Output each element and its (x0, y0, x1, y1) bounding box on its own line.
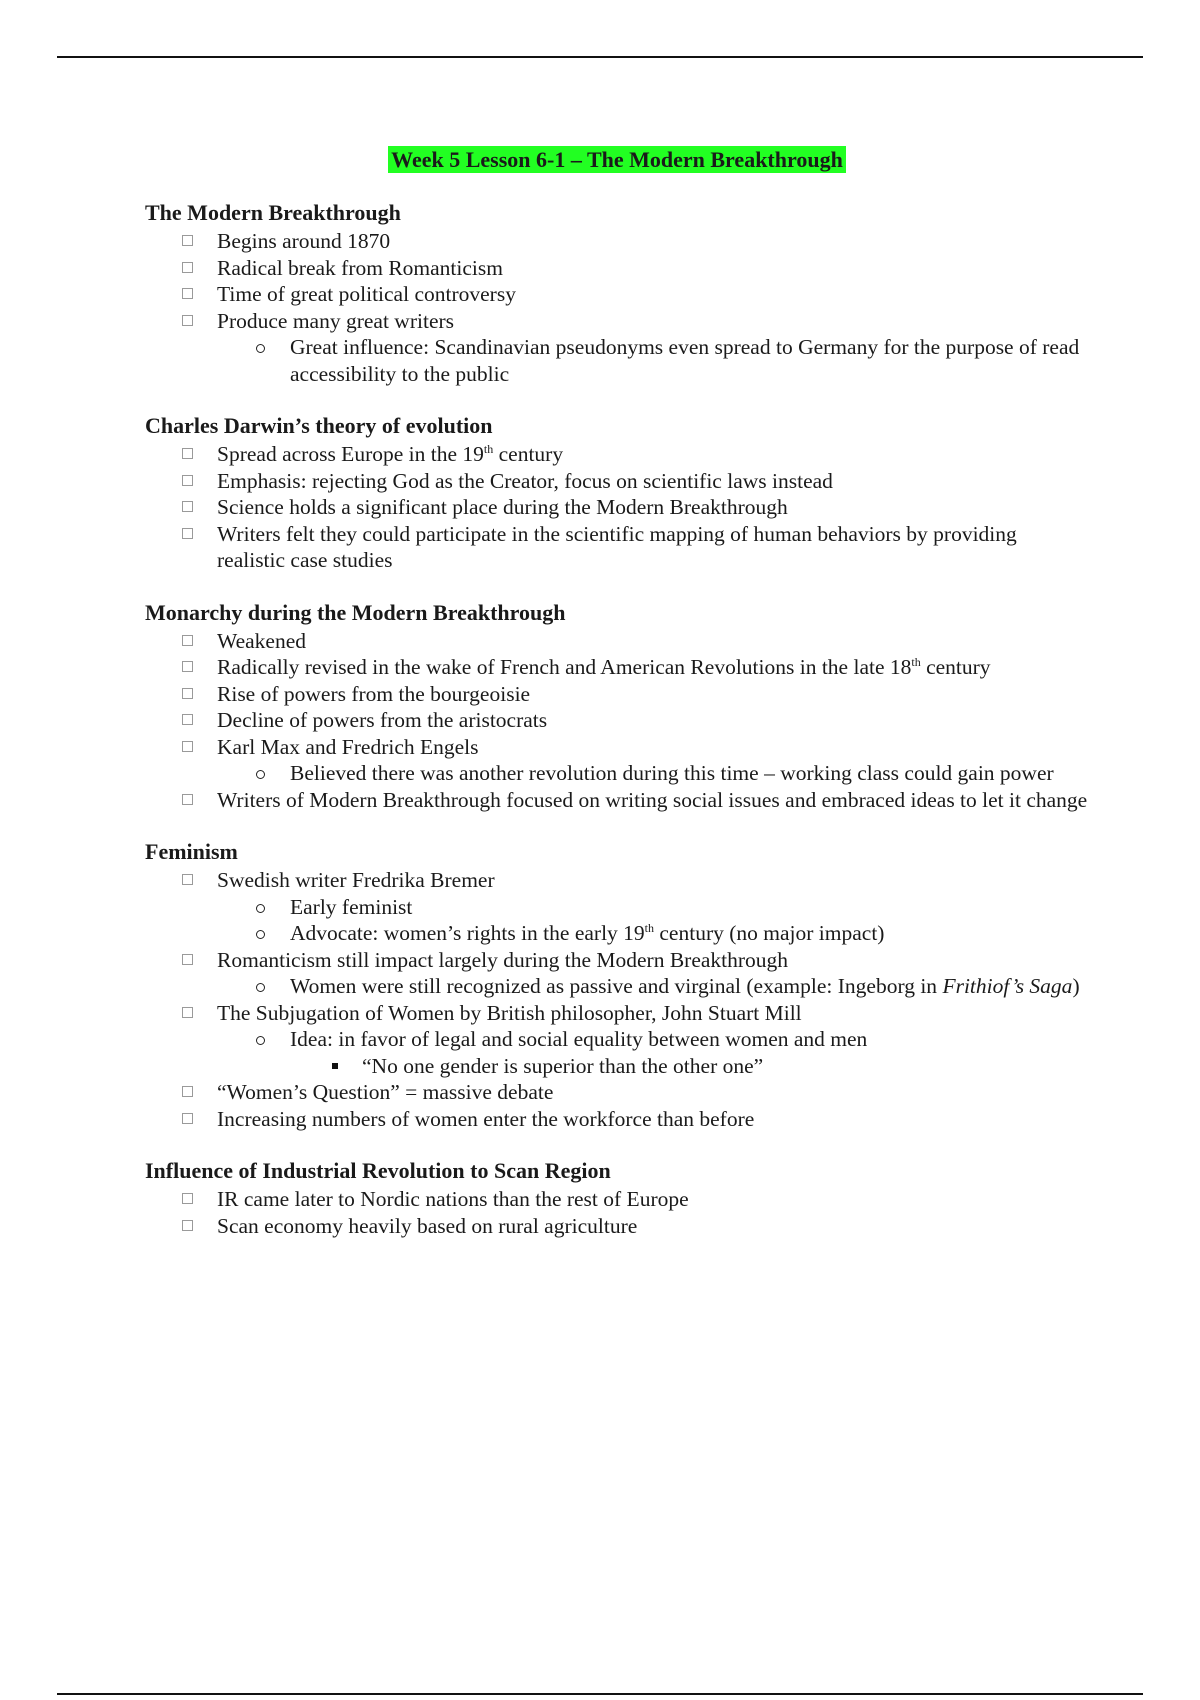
sub-sub-list-item: “No one gender is superior than the other one” (145, 1053, 1090, 1080)
list-item: Increasing numbers of women enter the workforce than before (145, 1106, 1090, 1133)
checkbox-bullet-icon (182, 1007, 193, 1018)
checkbox-bullet-icon (182, 1086, 193, 1097)
list-item: Spread across Europe in the 19th century (145, 441, 1090, 468)
section-heading: Charles Darwin’s theory of evolution (145, 413, 493, 438)
sub-list-item: Idea: in favor of legal and social equality between women and men (145, 1026, 1090, 1053)
list-item: Radical break from Romanticism (145, 255, 1090, 282)
list-item: Science holds a significant place during the Modern Breakthrough (145, 494, 1090, 521)
top-rule (57, 56, 1143, 58)
checkbox-bullet-icon (182, 688, 193, 699)
section-feminism (145, 837, 1090, 1132)
list-item: Decline of powers from the aristocrats (145, 707, 1090, 734)
circle-bullet-icon (256, 930, 265, 939)
checkbox-bullet-icon (182, 288, 193, 299)
page-title (0, 145, 1200, 175)
sub-list-item: Women were still recognized as passive and virginal (example: Ingeborg in Frithiof’s Saga) (145, 973, 1090, 1000)
section-modern-breakthrough (145, 198, 1090, 387)
checkbox-bullet-icon (182, 501, 193, 512)
list-item: Writers of Modern Breakthrough focused on writing social issues and embraced ideas to let it change (145, 787, 1090, 814)
list-item: Produce many great writers (145, 308, 1090, 335)
checkbox-bullet-icon (182, 1193, 193, 1204)
circle-bullet-icon (256, 344, 265, 353)
checkbox-bullet-icon (182, 874, 193, 885)
section-monarchy (145, 598, 1090, 814)
list-item: Karl Max and Fredrich Engels (145, 734, 1090, 761)
sub-list-item: Early feminist (145, 894, 1090, 921)
checkbox-bullet-icon (182, 262, 193, 273)
checkbox-bullet-icon (182, 661, 193, 672)
checkbox-bullet-icon (182, 794, 193, 805)
list-item: Rise of powers from the bourgeoisie (145, 681, 1090, 708)
checkbox-bullet-icon (182, 714, 193, 725)
checkbox-bullet-icon (182, 741, 193, 752)
list-item: Emphasis: rejecting God as the Creator, focus on scientific laws instead (145, 468, 1090, 495)
list-item: Romanticism still impact largely during the Modern Breakthrough (145, 947, 1090, 974)
section-heading: Influence of Industrial Revolution to Scan Region (145, 1158, 611, 1183)
checkbox-bullet-icon (182, 1220, 193, 1231)
bottom-rule (57, 1693, 1143, 1695)
checkbox-bullet-icon (182, 475, 193, 486)
checkbox-bullet-icon (182, 315, 193, 326)
document-body (145, 198, 1090, 1263)
list-item: Writers felt they could participate in the scientific mapping of human behaviors by providing realistic case studies (145, 521, 1090, 574)
list-item: “Women’s Question” = massive debate (145, 1079, 1090, 1106)
list-item: Weakened (145, 628, 1090, 655)
checkbox-bullet-icon (182, 1113, 193, 1124)
list-item: Begins around 1870 (145, 228, 1090, 255)
section-heading: Feminism (145, 839, 238, 864)
section-heading: The Modern Breakthrough (145, 200, 401, 225)
list-item: Radically revised in the wake of French and American Revolutions in the late 18th century (145, 654, 1090, 681)
section-heading: Monarchy during the Modern Breakthrough (145, 599, 566, 625)
checkbox-bullet-icon (182, 235, 193, 246)
circle-bullet-icon (256, 904, 265, 913)
checkbox-bullet-icon (182, 635, 193, 646)
list-item: Time of great political controversy (145, 281, 1090, 308)
checkbox-bullet-icon (182, 448, 193, 459)
circle-bullet-icon (256, 770, 265, 779)
section-industrial-revolution (145, 1156, 1090, 1239)
circle-bullet-icon (256, 983, 265, 992)
checkbox-bullet-icon (182, 528, 193, 539)
sub-list-item: Advocate: women’s rights in the early 19th century (no major impact) (145, 920, 1090, 947)
sub-list-item: Great influence: Scandinavian pseudonyms even spread to Germany for the purpose of read accessibility to the public (145, 334, 1090, 387)
list-item: Scan economy heavily based on rural agriculture (145, 1213, 1090, 1240)
sub-list-item: Believed there was another revolution during this time – working class could gain power (145, 760, 1090, 787)
list-item: The Subjugation of Women by British philosopher, John Stuart Mill (145, 1000, 1090, 1027)
section-darwin-evolution (145, 411, 1090, 574)
page-title-text: Week 5 Lesson 6-1 – The Modern Breakthrough (388, 146, 846, 173)
list-item: IR came later to Nordic nations than the rest of Europe (145, 1186, 1090, 1213)
list-item: Swedish writer Fredrika Bremer (145, 867, 1090, 894)
checkbox-bullet-icon (182, 954, 193, 965)
square-bullet-icon (332, 1063, 338, 1069)
circle-bullet-icon (256, 1036, 265, 1045)
